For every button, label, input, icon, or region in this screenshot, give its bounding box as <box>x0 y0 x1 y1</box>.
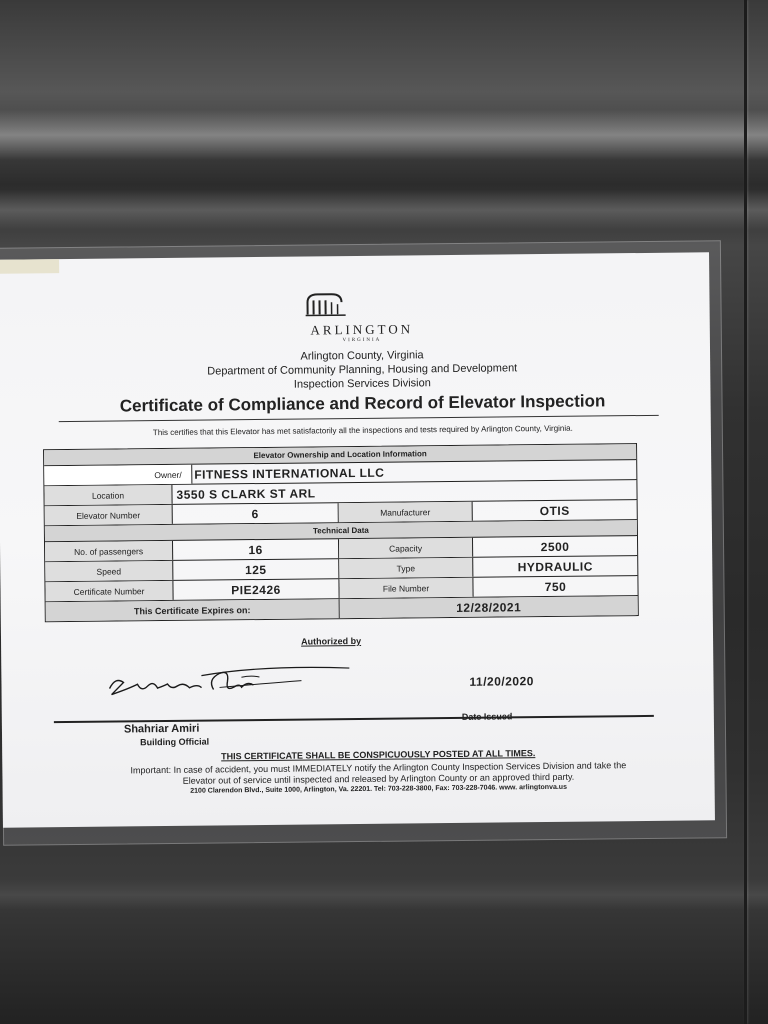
manufacturer-value: OTIS <box>539 503 570 518</box>
signature-image <box>101 656 351 705</box>
official-name: Shahriar Amiri <box>123 722 200 736</box>
type-value: HYDRAULIC <box>517 559 593 574</box>
elevator-panel-seam <box>744 0 747 1024</box>
manufacturer-label: Manufacturer <box>339 502 473 522</box>
certification-statement: This certifies that this Elevator has met satisfactorily all the inspections and tests required by Arlington County, Virginia. <box>152 423 573 438</box>
location-value: 3550 S CLARK ST ARL <box>176 485 316 502</box>
owner-label: Owner/ <box>44 465 192 486</box>
expiry-label: This Certificate Expires on: <box>46 599 340 621</box>
county-name: Arlington County, Virginia <box>300 349 424 363</box>
ownership-section-heading: Elevator Ownership and Location Information <box>44 444 636 466</box>
location-label: Location <box>44 485 172 505</box>
elevator-number-label: Elevator Number <box>45 505 173 525</box>
steel-reflection <box>0 190 768 230</box>
division-name: Inspection Services Division <box>293 377 431 391</box>
file-number-label: File Number <box>339 578 473 598</box>
important-notice-line-1: Important: In case of accident, you must IMMEDIATELY notify the Arlington County Inspection Services Division and take the <box>130 760 627 776</box>
authorized-by-label: Authorized by <box>301 635 362 647</box>
tape-strip <box>0 259 59 274</box>
posting-notice: THIS CERTIFICATE SHALL BE CONSPICUOUSLY POSTED AT ALL TIMES. <box>221 748 536 762</box>
arlington-seal-icon <box>301 288 351 321</box>
steel-reflection <box>0 880 768 910</box>
owner-value: FITNESS INTERNATIONAL LLC <box>194 465 385 482</box>
certificate-number-value: PIE2426 <box>173 579 339 600</box>
capacity-label: Capacity <box>339 538 473 558</box>
capacity-value: 2500 <box>540 539 570 554</box>
file-number-value: 750 <box>544 579 567 594</box>
type-label: Type <box>339 558 473 578</box>
steel-reflection <box>0 110 768 160</box>
elevator-number-value: 6 <box>173 503 339 524</box>
date-issued-label: Date Issued <box>461 711 513 722</box>
official-title: Building Official <box>140 736 210 748</box>
certificate-number-label: Certificate Number <box>45 581 173 601</box>
expiry-date: 12/28/2021 <box>340 596 638 618</box>
technical-section-heading: Technical Data <box>45 520 637 542</box>
brand-wordmark: ARLINGTON <box>310 321 414 338</box>
department-name: Department of Community Planning, Housing and Development <box>207 362 518 378</box>
brand-subtitle: VIRGINIA <box>342 337 382 344</box>
inspection-data-table <box>43 443 639 622</box>
certificate-paper <box>0 252 715 827</box>
certificate-title: Certificate of Compliance and Record of Elevator Inspection <box>119 391 606 416</box>
speed-label: Speed <box>45 561 173 581</box>
signature-line <box>54 715 654 723</box>
contact-address: 2100 Clarendon Blvd., Suite 1000, Arlington, Va. 22201. Tel: 703-228-3800, Fax: 703-228-7046. www. arlingtonva.us <box>190 783 567 795</box>
passengers-label: No. of passengers <box>45 541 173 561</box>
passengers-value: 16 <box>173 539 339 560</box>
important-notice-line-2: Elevator out of service until inspected and released by Arlington County or an approved third party. <box>182 771 575 786</box>
issue-date-value: 11/20/2020 <box>469 674 534 689</box>
speed-value: 125 <box>173 559 339 580</box>
